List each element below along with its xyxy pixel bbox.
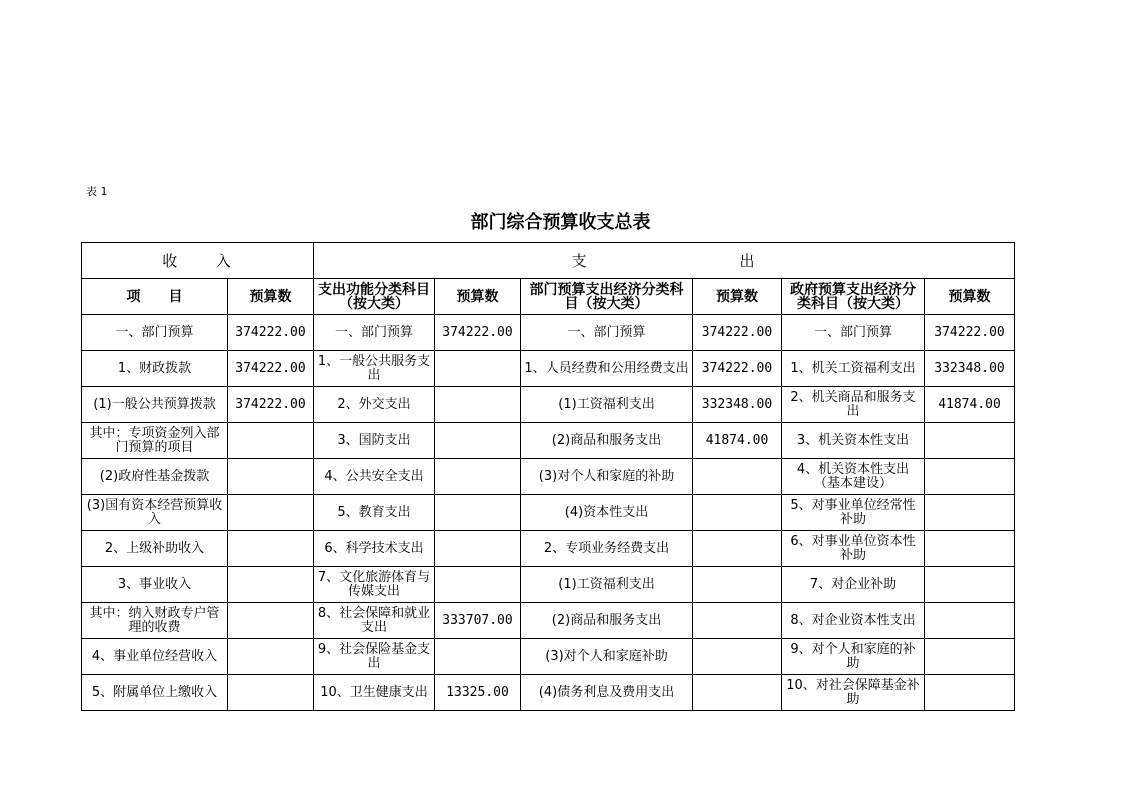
budget-amount-cell: 374222.00 <box>228 315 314 351</box>
budget-amount-cell: 41874.00 <box>693 423 782 459</box>
item-name-cell: (3)对个人和家庭补助 <box>521 639 693 675</box>
item-name-cell: 6、对事业单位资本性补助 <box>782 531 925 567</box>
table-row <box>82 567 1015 603</box>
budget-amount-cell <box>435 531 521 567</box>
budget-amount-cell <box>228 639 314 675</box>
budget-summary-table <box>81 242 1015 711</box>
item-name-cell: 4、事业单位经营收入 <box>82 639 228 675</box>
budget-amount-cell <box>925 531 1015 567</box>
budget-amount-cell <box>435 459 521 495</box>
budget-amount-cell <box>925 459 1015 495</box>
item-name-cell: 10、对社会保障基金补助 <box>782 675 925 711</box>
item-name-cell: 1、一般公共服务支出 <box>314 351 435 387</box>
table-row <box>82 387 1015 423</box>
budget-amount-cell: 374222.00 <box>925 315 1015 351</box>
item-name-cell: 4、机关资本性支出（基本建设） <box>782 459 925 495</box>
budget-amount-cell <box>693 495 782 531</box>
item-name-cell: 1、机关工资福利支出 <box>782 351 925 387</box>
item-name-cell: 10、卫生健康支出 <box>314 675 435 711</box>
budget-amount-cell: 13325.00 <box>435 675 521 711</box>
item-name-cell: 9、社会保险基金支出 <box>314 639 435 675</box>
budget-amount-cell <box>435 639 521 675</box>
item-name-cell: (3)对个人和家庭的补助 <box>521 459 693 495</box>
column-header: 预算数 <box>228 279 314 315</box>
column-header: 预算数 <box>435 279 521 315</box>
item-name-cell: 一、部门预算 <box>314 315 435 351</box>
budget-amount-cell: 374222.00 <box>693 351 782 387</box>
table-row <box>82 603 1015 639</box>
item-name-cell: 1、财政拨款 <box>82 351 228 387</box>
budget-amount-cell <box>693 567 782 603</box>
item-name-cell: 8、对企业资本性支出 <box>782 603 925 639</box>
budget-amount-cell <box>228 567 314 603</box>
budget-amount-cell <box>435 495 521 531</box>
item-name-cell: (2)商品和服务支出 <box>521 603 693 639</box>
table-number: 表 1 <box>86 185 108 198</box>
column-header-row <box>82 279 1015 315</box>
column-header: 项 目 <box>82 279 228 315</box>
item-name-cell: (1)工资福利支出 <box>521 387 693 423</box>
budget-amount-cell: 374222.00 <box>435 315 521 351</box>
budget-amount-cell <box>925 603 1015 639</box>
budget-amount-cell: 374222.00 <box>228 351 314 387</box>
item-name-cell: 其中：专项资金列入部门预算的项目 <box>82 423 228 459</box>
table-row <box>82 459 1015 495</box>
budget-amount-cell <box>693 675 782 711</box>
expense-section-header <box>314 243 1015 279</box>
item-name-cell: 2、外交支出 <box>314 387 435 423</box>
table-row <box>82 351 1015 387</box>
item-name-cell: 8、社会保障和就业支出 <box>314 603 435 639</box>
budget-amount-cell: 332348.00 <box>693 387 782 423</box>
income-char-2: 入 <box>215 251 233 270</box>
item-name-cell: (1)工资福利支出 <box>521 567 693 603</box>
expense-char-1: 支 <box>571 251 589 270</box>
budget-amount-cell <box>228 459 314 495</box>
item-name-cell: 3、事业收入 <box>82 567 228 603</box>
budget-amount-cell: 374222.00 <box>693 315 782 351</box>
budget-amount-cell <box>925 639 1015 675</box>
table-row <box>82 675 1015 711</box>
column-header: 预算数 <box>925 279 1015 315</box>
item-name-cell: (2)政府性基金拨款 <box>82 459 228 495</box>
item-name-cell: 7、文化旅游体育与传媒支出 <box>314 567 435 603</box>
item-name-cell: 3、机关资本性支出 <box>782 423 925 459</box>
item-name-cell: 4、公共安全支出 <box>314 459 435 495</box>
item-name-cell: 5、附属单位上缴收入 <box>82 675 228 711</box>
budget-amount-cell: 374222.00 <box>228 387 314 423</box>
budget-amount-cell: 41874.00 <box>925 387 1015 423</box>
budget-amount-cell <box>228 423 314 459</box>
item-name-cell: 2、专项业务经费支出 <box>521 531 693 567</box>
section-header-row <box>82 243 1015 279</box>
budget-amount-cell <box>693 639 782 675</box>
item-name-cell: 5、教育支出 <box>314 495 435 531</box>
item-name-cell: 7、对企业补助 <box>782 567 925 603</box>
budget-amount-cell <box>693 603 782 639</box>
budget-amount-cell <box>925 495 1015 531</box>
income-char-1: 收 <box>162 251 180 270</box>
item-name-cell: 5、对事业单位经常性补助 <box>782 495 925 531</box>
budget-amount-cell <box>435 567 521 603</box>
budget-amount-cell <box>925 567 1015 603</box>
item-name-cell: (4)债务利息及费用支出 <box>521 675 693 711</box>
budget-amount-cell <box>228 495 314 531</box>
budget-amount-cell: 333707.00 <box>435 603 521 639</box>
item-name-cell: 2、上级补助收入 <box>82 531 228 567</box>
column-header: 支出功能分类科目（按大类） <box>314 279 435 315</box>
budget-amount-cell <box>435 387 521 423</box>
income-section-header <box>82 243 314 279</box>
item-name-cell: (2)商品和服务支出 <box>521 423 693 459</box>
budget-amount-cell <box>925 675 1015 711</box>
table-row <box>82 639 1015 675</box>
item-name-cell: 3、国防支出 <box>314 423 435 459</box>
budget-amount-cell <box>228 675 314 711</box>
page-title: 部门综合预算收支总表 <box>470 212 651 233</box>
table-row <box>82 315 1015 351</box>
budget-amount-cell <box>693 459 782 495</box>
item-name-cell: 其中：纳入财政专户管理的收费 <box>82 603 228 639</box>
item-name-cell: (4)资本性支出 <box>521 495 693 531</box>
item-name-cell: (1)一般公共预算拨款 <box>82 387 228 423</box>
item-name-cell: 9、对个人和家庭的补助 <box>782 639 925 675</box>
table-row <box>82 495 1015 531</box>
budget-amount-cell <box>435 423 521 459</box>
column-header: 政府预算支出经济分类科目（按大类） <box>782 279 925 315</box>
item-name-cell: 一、部门预算 <box>782 315 925 351</box>
budget-amount-cell <box>435 351 521 387</box>
budget-amount-cell <box>925 423 1015 459</box>
table-row <box>82 531 1015 567</box>
budget-amount-cell: 332348.00 <box>925 351 1015 387</box>
item-name-cell: 一、部门预算 <box>82 315 228 351</box>
item-name-cell: 6、科学技术支出 <box>314 531 435 567</box>
item-name-cell: 2、机关商品和服务支出 <box>782 387 925 423</box>
budget-amount-cell <box>228 603 314 639</box>
table-row <box>82 423 1015 459</box>
column-header: 部门预算支出经济分类科目（按大类） <box>521 279 693 315</box>
expense-char-2: 出 <box>739 251 757 270</box>
budget-amount-cell <box>693 531 782 567</box>
budget-amount-cell <box>228 531 314 567</box>
item-name-cell: 1、人员经费和公用经费支出 <box>521 351 693 387</box>
item-name-cell: 一、部门预算 <box>521 315 693 351</box>
item-name-cell: (3)国有资本经营预算收入 <box>82 495 228 531</box>
column-header: 预算数 <box>693 279 782 315</box>
